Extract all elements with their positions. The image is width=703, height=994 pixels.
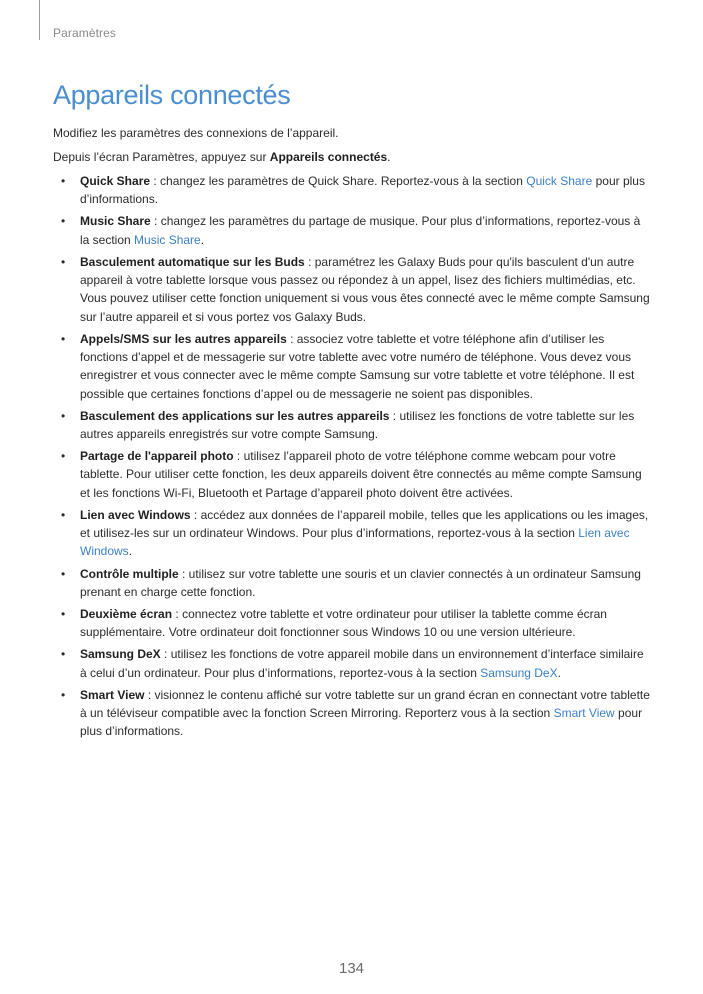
bullet-icon: • — [61, 566, 66, 581]
bullet-icon: • — [61, 174, 66, 188]
list-item-app-continuity — [53, 407, 651, 444]
item-term: Samsung DeX — [80, 647, 161, 662]
item-term: Basculement automatique sur les Buds — [80, 254, 305, 269]
bullet-icon: • — [61, 687, 66, 702]
item-text: : utilisez les fonctions de votre tablette sur les autres appareils enregistrés sur votre compte Samsung. — [80, 408, 635, 442]
item-text-after: . — [200, 232, 205, 247]
item-term: Partage de l'appareil photo — [80, 449, 234, 464]
instruction-prefix: Depuis l’écran Paramètres, appuyez sur — [53, 150, 270, 164]
bullet-icon: • — [61, 214, 66, 229]
item-text-after: . — [557, 665, 561, 680]
list-item-smart-view — [53, 686, 651, 741]
header-divider — [39, 0, 40, 40]
item-text: : accédez aux données de l’appareil mobile, telles que les applications ou les images, et utilisez-les sur un ordinateur Windows. Pour plus d’informations, reportez-vous à la section — [80, 507, 649, 541]
feature-list — [53, 172, 651, 744]
item-term: Contrôle multiple — [80, 566, 179, 581]
item-text: : connectez votre tablette et votre ordinateur pour utiliser la tablette comme écran supplémentaire. Votre ordinateur doit fonctionner sous Windows 10 ou une version ultérieure. — [80, 606, 607, 640]
item-text: : utilisez l’appareil photo de votre téléphone comme webcam pour votre tablette. Pour utiliser cette fonction, les deux appareils doivent être connectés au même compte Samsung et les fonctions Wi-Fi, Bluetooth et Partage d’appareil photo doivent être activées. — [80, 449, 642, 500]
bullet-icon: • — [61, 408, 66, 423]
instruction-suffix: . — [387, 150, 391, 164]
page-title: Appareils connectés — [53, 80, 291, 110]
bullet-icon: • — [61, 507, 66, 522]
list-item-link-to-windows — [53, 506, 651, 561]
item-term: Quick Share — [80, 174, 151, 188]
item-text-after: . — [128, 544, 133, 559]
page-number: 134 — [338, 960, 365, 977]
list-item-samsung-dex — [53, 645, 651, 682]
link-quick-share[interactable]: Quick Share — [526, 174, 593, 188]
list-item-calls-sms — [53, 330, 651, 403]
item-text-after: pour plus d’informations. — [80, 705, 643, 739]
item-text: : utilisez sur votre tablette une souris et un clavier connectés à un ordinateur Samsung prenant en charge cette fonction. — [80, 566, 641, 599]
item-text: : utilisez les fonctions de votre appareil mobile dans un environnement d’interface similaire à celui d’un ordinateur. Pour plus d’informations, reportez-vous à la section — [80, 647, 644, 680]
link-smart-view[interactable]: Smart View — [553, 705, 615, 720]
list-item-multi-control — [53, 565, 651, 602]
link-samsung-dex[interactable]: Samsung DeX — [480, 665, 558, 680]
bullet-icon: • — [61, 647, 66, 662]
item-text-after: pour plus d’informations. — [80, 174, 645, 207]
list-item-music-share — [53, 212, 651, 249]
list-item-second-screen — [53, 605, 651, 642]
link-link-to-windows[interactable]: Lien avec Windows — [80, 526, 630, 559]
item-text: : changez les paramètres du partage de musique. Pour plus d’informations, reportez-vous à la section — [80, 214, 641, 247]
link-music-share[interactable]: Music Share — [134, 232, 201, 247]
item-text: : visionnez le contenu affiché sur votre tablette sur un grand écran en connectant votre tablette à un téléviseur compatible avec la fonction Screen Mirroring. Reporterz vous à la section — [80, 687, 650, 720]
item-term: Smart View — [80, 687, 145, 702]
bullet-icon: • — [61, 254, 66, 269]
section-label: Paramètres — [53, 26, 117, 40]
bullet-icon: • — [61, 606, 66, 621]
item-term: Lien avec Windows — [80, 507, 191, 522]
item-term: Music Share — [80, 214, 151, 229]
bullet-icon: • — [61, 449, 66, 464]
list-item-buds-auto-switch — [53, 253, 651, 326]
item-text: : changez les paramètres de Quick Share. Reportez-vous à la section — [150, 174, 527, 188]
item-term: Appels/SMS sur les autres appareils — [80, 331, 287, 346]
list-item-quick-share — [53, 172, 651, 209]
item-term: Deuxième écran — [80, 606, 173, 621]
item-term: Basculement des applications sur les autres appareils — [80, 408, 390, 423]
instruction-text — [53, 148, 653, 166]
list-item-camera-share — [53, 447, 651, 502]
intro-text: Modifiez les paramètres des connexions de l’appareil. — [53, 126, 339, 140]
instruction-menu-name: Appareils connectés — [269, 150, 388, 164]
item-text: : associez votre tablette et votre téléphone afin d’utiliser les fonctions d’appel et de messagerie sur votre tablette avec votre numéro de téléphone. Vous devez vous enregistrer et vous connecter avec le même compte Samsung sur votre tablette et votre téléphone. Il est possible que certaines fonctions d’appel ou de messagerie ne soient pas disponibles. — [80, 331, 635, 401]
item-text: : paramétrez les Galaxy Buds pour qu'ils basculent d'un autre appareil à votre tablette lorsque vous passez ou répondez à un appel, lisez des fichiers multimédias, etc. Vous pouvez utiliser cette fonction uniquement si vous vous êtes connecté avec le même compte Samsung sur l’autre appareil et si vous portez vos Galaxy Buds. — [80, 254, 650, 324]
bullet-icon: • — [61, 331, 66, 346]
